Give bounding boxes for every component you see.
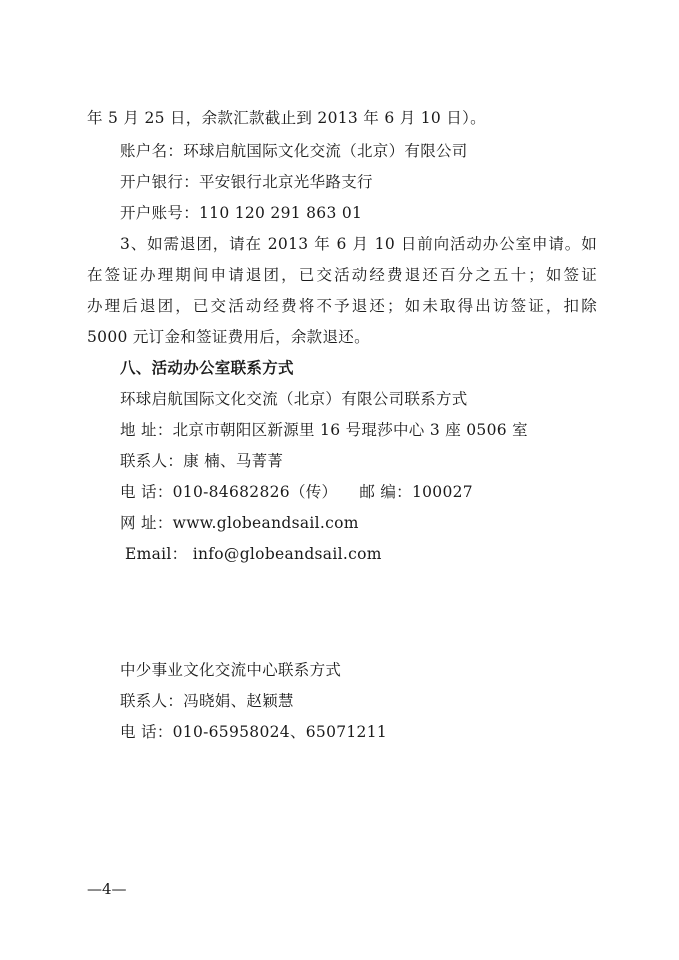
org1-postcode: 邮 编：100027 [359, 483, 473, 501]
refund-line-2: 在签证办理期间申请退团，已交活动经费退还百分之五十；如签证 [87, 266, 597, 284]
org2-title: 中少事业文化交流中心联系方式 [120, 661, 342, 679]
org2-phone: 电 话：010-65958024、65071211 [120, 723, 388, 741]
bank-name: 开户银行：平安银行北京光华路支行 [120, 173, 373, 191]
org1-address: 地 址：北京市朝阳区新源里 16 号琨莎中心 3 座 0506 室 [120, 421, 528, 439]
payment-deadline-line: 年 5 月 25 日，余款汇款截止到 2013 年 6 月 10 日）。 [87, 109, 486, 127]
org1-title: 环球启航国际文化交流（北京）有限公司联系方式 [120, 390, 468, 408]
account-number: 开户账号：110 120 291 863 01 [120, 204, 363, 222]
org2-contacts: 联系人：冯晓娟、赵颖慧 [120, 692, 294, 710]
org1-website: 网 址：www.globeandsail.com [120, 514, 359, 532]
org1-phone-row [120, 482, 473, 502]
refund-line-3: 办理后退团，已交活动经费将不予退还；如未取得出访签证，扣除 [87, 297, 597, 315]
refund-text-1: 3、如需退团，请在 2013 年 6 月 10 日前向活动办公室申请。如 [120, 235, 597, 253]
page-number: —4— [87, 880, 127, 898]
account-name: 账户名：环球启航国际文化交流（北京）有限公司 [120, 142, 468, 160]
org1-phone: 电 话：010-84682826（传） [120, 483, 338, 501]
refund-line-4: 5000 元订金和签证费用后，余款退还。 [87, 328, 370, 346]
org1-email: Email： info@globeandsail.com [125, 545, 382, 563]
refund-line-1 [120, 234, 597, 254]
org1-contacts: 联系人：康 楠、马菁菁 [120, 452, 284, 470]
section-heading: 八、活动办公室联系方式 [120, 359, 294, 377]
